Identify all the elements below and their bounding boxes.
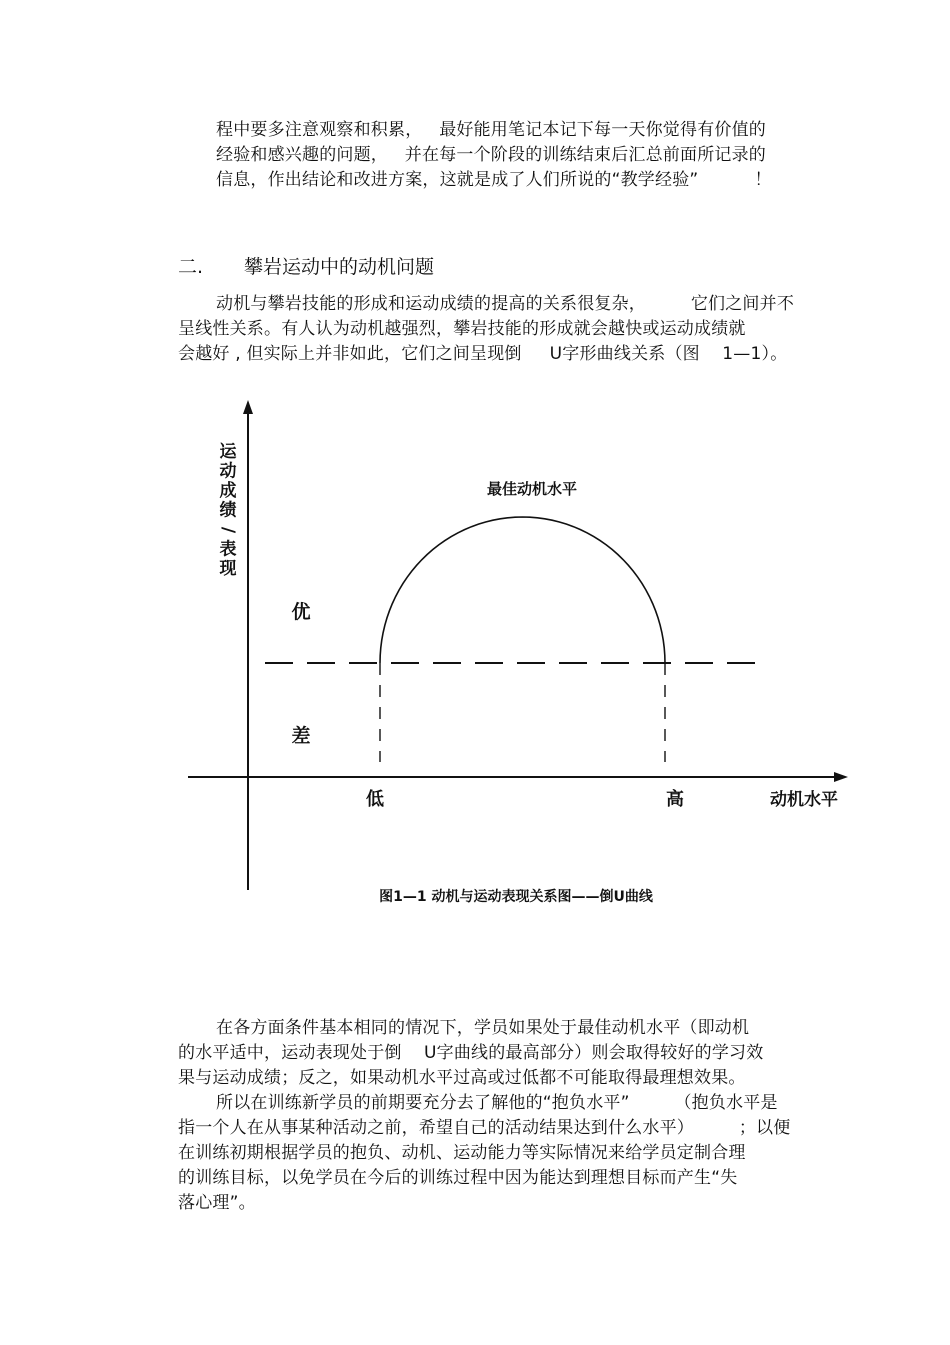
text-line: 程中要多注意观察和积累， 最好能用笔记本记下每一天你觉得有价值的: [216, 120, 767, 140]
text-line: 的训练目标，以免学员在今后的训练过程中因为能达到理想目标而产生“失: [178, 1168, 738, 1188]
x-axis-arrow: [834, 772, 848, 782]
y-axis-label-char: 成: [219, 481, 237, 501]
text-line: 经验和感兴趣的问题， 并在每一个阶段的训练结束后汇总前面所记录的: [216, 145, 767, 165]
y-axis-label-char: /: [218, 526, 238, 534]
y-axis-label: [218, 442, 238, 579]
text-line: 会越好 , 但实际上并非如此，它们之间呈现倒 U字形曲线关系（图 1—1）。: [178, 344, 788, 364]
text-line: 落心理”。: [178, 1193, 256, 1213]
x-axis-label: 动机水平: [770, 790, 838, 810]
text-line: 的水平适中，运动表现处于倒 U字曲线的最高部分）则会取得较好的学习效: [178, 1043, 764, 1063]
text-line: 动机与攀岩技能的形成和运动成绩的提高的关系很复杂， 它们之间并不: [216, 294, 795, 314]
section-title: 攀岩运动中的动机问题: [244, 256, 435, 278]
inverted-u-chart: [0, 390, 950, 920]
section-number: 二.: [178, 256, 204, 278]
text-line: 果与运动成绩；反之，如果动机水平过高或过低都不可能取得最理想效果。: [178, 1068, 746, 1088]
y-axis-label-char: 现: [219, 559, 237, 579]
figure-caption: 图1—1 动机与运动表现关系图——倒U曲线: [379, 889, 653, 905]
y-axis-label-char: 运: [219, 442, 237, 462]
inverted-u-curve: [380, 517, 665, 663]
x-tick-high: 高: [666, 789, 684, 810]
y-axis-arrow: [243, 400, 253, 414]
x-tick-low: 低: [366, 789, 384, 810]
text-line: 所以在训练新学员的前期要充分去了解他的“抱负水平” （抱负水平是: [216, 1093, 778, 1113]
y-axis-label-char: 表: [219, 539, 237, 560]
text-line: 信息，作出结论和改进方案，这就是成了人们所说的“教学经验” ！: [216, 170, 772, 190]
text-line: 在训练初期根据学员的抱负、动机、运动能力等实际情况来给学员定制合理: [178, 1143, 746, 1163]
region-label-poor: 差: [291, 725, 311, 747]
text-line: 指一个人在从事某种活动之前，希望自己的活动结果达到什么水平） ；以便: [178, 1118, 791, 1138]
y-axis-label-char: 动: [219, 461, 237, 482]
y-axis-label-char: 绩: [219, 500, 237, 521]
text-line: 呈线性关系。有人认为动机越强烈，攀岩技能的形成就会越快或运动成绩就: [178, 319, 746, 339]
text-line: 在各方面条件基本相同的情况下，学员如果处于最佳动机水平（即动机: [216, 1018, 750, 1038]
curve-title: 最佳动机水平: [486, 480, 578, 498]
region-label-good: 优: [291, 601, 311, 623]
